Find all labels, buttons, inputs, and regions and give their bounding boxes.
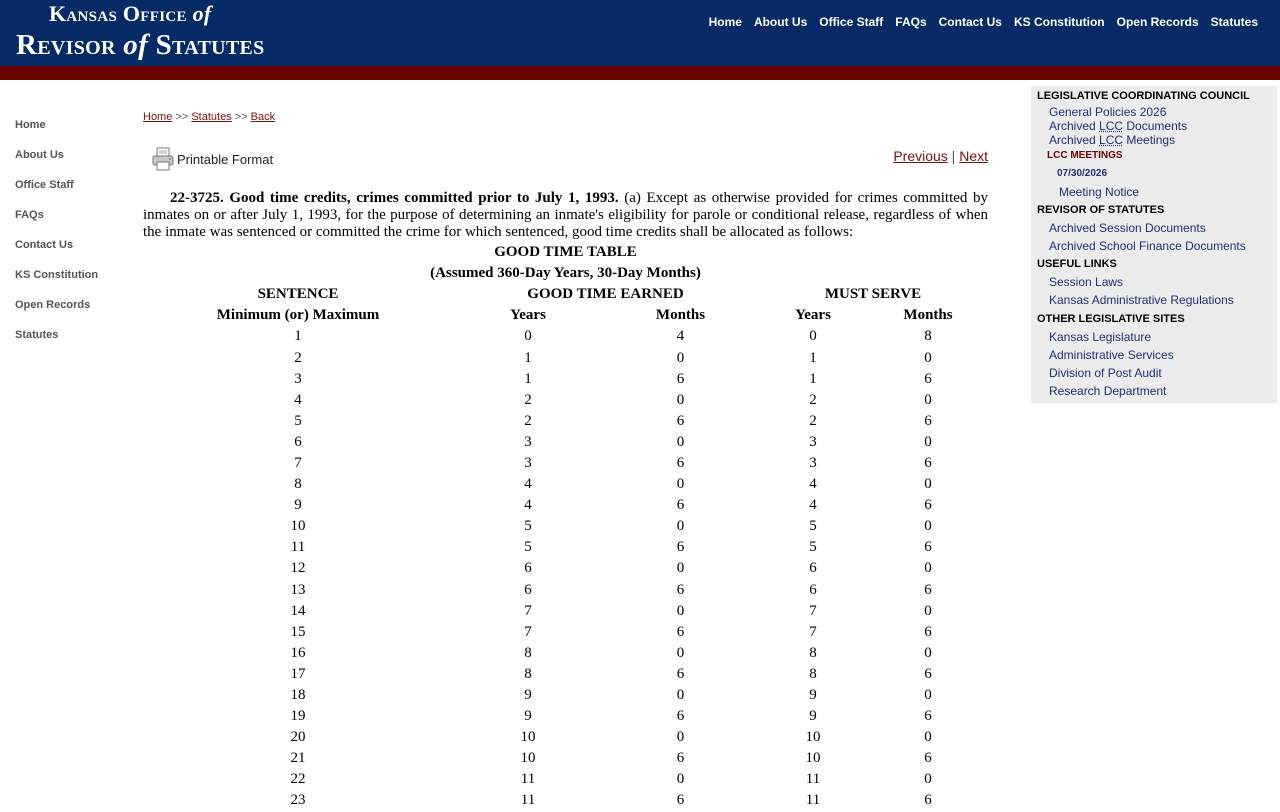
sidebar-heading-revisor: REVISOR OF STATUTES (1037, 204, 1165, 216)
table-cell: 14 (290, 602, 306, 619)
sidebar-link-archived-lcc-documents[interactable]: Archived LCC Documents (1049, 119, 1188, 133)
pager (893, 148, 988, 164)
table-cell: 10 (805, 750, 821, 767)
printable-format-label: Printable Format (177, 151, 274, 167)
table-cell: 0 (924, 729, 932, 746)
table-cell: 17 (290, 665, 306, 682)
table-row (143, 790, 988, 811)
table-cell: 0 (524, 328, 532, 345)
table-cell: 8 (809, 665, 817, 682)
table-cell: 4 (294, 391, 302, 408)
sidebar-link-session-laws[interactable]: Session Laws (1049, 275, 1124, 289)
table-cell: 11 (290, 539, 306, 556)
table-cell: 13 (290, 581, 306, 598)
table-cell: 5 (524, 518, 532, 535)
table-cell: 0 (676, 433, 685, 450)
sidebar-meeting-date: 07/30/2026 (1057, 168, 1108, 179)
table-cell: 2 (294, 349, 302, 366)
table-row (143, 516, 988, 537)
table-cell: 11 (520, 771, 536, 788)
table-cell: 6 (676, 497, 685, 514)
table-cell: 10 (520, 750, 536, 767)
table-cell: 3 (294, 370, 302, 387)
good-time-table (143, 242, 988, 812)
table-cell: 0 (924, 644, 932, 661)
left-nav-about-us[interactable]: About Us (15, 149, 64, 161)
table-cell: 0 (676, 476, 685, 493)
table-cell: 6 (524, 560, 532, 577)
table-cell: 0 (676, 560, 685, 577)
sidebar-link-administrative-services[interactable]: Administrative Services (1049, 348, 1174, 362)
printable-format-link[interactable] (151, 147, 273, 171)
table-cell: 7 (809, 623, 817, 640)
sidebar-link-kansas-administrative-regulations[interactable]: Kansas Administrative Regulations (1049, 293, 1234, 307)
table-cell: 10 (520, 729, 536, 746)
breadcrumb-statutes[interactable]: Statutes (191, 111, 232, 123)
table-cell: 9 (524, 687, 532, 704)
table-cell: 6 (924, 581, 932, 598)
table-cell: 9 (524, 708, 532, 725)
table-cell: 6 (924, 539, 932, 556)
table-row (143, 558, 988, 579)
table-cell: 6 (676, 370, 685, 387)
top-nav-open-records[interactable]: Open Records (1116, 15, 1199, 29)
table-cell: 6 (524, 581, 532, 598)
sidebar-link-division-of-post-audit[interactable]: Division of Post Audit (1049, 366, 1162, 380)
table-cell: 1 (524, 370, 532, 387)
table-cell: 1 (809, 370, 817, 387)
table-cell: 6 (676, 708, 685, 725)
table-cell: 7 (294, 454, 302, 471)
table-cell: 3 (524, 454, 532, 471)
top-nav-office-staff[interactable]: Office Staff (819, 15, 884, 29)
table-cell: 6 (924, 497, 932, 514)
table-cell: 0 (924, 771, 932, 788)
table-row (143, 390, 988, 411)
sidebar-link-general-policies[interactable]: General Policies 2026 (1049, 105, 1167, 119)
table-row (143, 727, 988, 748)
table-row (143, 580, 988, 601)
left-nav-office-staff[interactable]: Office Staff (15, 179, 74, 191)
table-cell: 1 (294, 328, 302, 345)
sidebar-link-meeting-notice[interactable]: Meeting Notice (1059, 185, 1140, 199)
sidebar-link-research-department[interactable]: Research Department (1049, 384, 1167, 398)
statute-heading: 22-3725. Good time credits, crimes committed prior to July 1, 1993. (170, 190, 619, 206)
table-cell: 0 (924, 602, 932, 619)
table-cell: 6 (676, 581, 685, 598)
table-cell: 16 (290, 644, 306, 661)
table-cell: 22 (290, 771, 306, 788)
table-cell: 5 (524, 539, 532, 556)
table-row (143, 369, 988, 390)
table-cell: 3 (524, 433, 532, 450)
table-cell: 20 (290, 729, 306, 746)
main-content (143, 111, 988, 809)
table-cell: 0 (676, 518, 685, 535)
table-cell: 6 (924, 370, 932, 387)
table-cell: 10 (805, 729, 821, 746)
table-cell: 4 (524, 476, 532, 493)
table-cell: 6 (924, 750, 932, 767)
site-title-line2: Revisor of Statutes (16, 29, 265, 61)
sidebar-link-archived-school-finance-documents[interactable]: Archived School Finance Documents (1049, 239, 1246, 253)
table-subtitle: (Assumed 360-Day Years, 30-Day Months) (430, 265, 701, 282)
table-cell: 9 (809, 708, 817, 725)
table-cell: 0 (676, 644, 685, 661)
top-nav-home[interactable]: Home (708, 15, 742, 29)
table-cell: 9 (809, 687, 817, 704)
table-cell: 4 (524, 497, 532, 514)
table-row (143, 453, 988, 474)
table-cell: 2 (524, 391, 532, 408)
table-cell: 0 (924, 433, 932, 450)
pager-divider: | (951, 148, 956, 164)
table-cell: 6 (809, 581, 817, 598)
top-nav (697, 15, 1258, 29)
site-title-line1: Kansas Office of (49, 1, 212, 26)
table-title: GOOD TIME TABLE (494, 244, 637, 261)
column-header: Years (510, 307, 546, 324)
group-header-must-serve: MUST SERVE (824, 286, 922, 303)
column-header: Months (903, 307, 953, 324)
table-row (143, 411, 988, 432)
table-row (143, 685, 988, 706)
table-cell: 7 (524, 623, 532, 640)
table-row (143, 769, 988, 790)
table-cell: 6 (676, 792, 685, 809)
table-row (143, 432, 988, 453)
table-cell: 6 (676, 412, 685, 429)
table-cell: 2 (809, 391, 817, 408)
table-cell: 6 (676, 750, 685, 767)
top-nav-faqs[interactable]: FAQs (895, 15, 927, 29)
table-cell: 15 (290, 623, 306, 640)
breadcrumb-home[interactable]: Home (143, 111, 173, 123)
table-cell: 0 (676, 391, 685, 408)
table-cell: 11 (520, 792, 536, 809)
group-header-sentence: SENTENCE (257, 286, 339, 303)
table-cell: 11 (805, 771, 821, 788)
site-header (0, 0, 1280, 66)
table-row (143, 622, 988, 643)
table-cell: 6 (924, 708, 932, 725)
top-nav-contact-us[interactable]: Contact Us (938, 15, 1002, 29)
left-nav-home[interactable]: Home (15, 119, 46, 131)
column-header: Years (795, 307, 831, 324)
table-cell: 0 (676, 771, 685, 788)
table-cell: 6 (924, 454, 932, 471)
table-cell: 6 (676, 539, 685, 556)
sidebar-link-archived-lcc-meetings[interactable]: Archived LCC Meetings (1049, 133, 1176, 147)
table-cell: 18 (290, 687, 306, 704)
left-nav (15, 118, 125, 358)
table-cell: 6 (924, 623, 932, 640)
table-cell: 6 (294, 433, 302, 450)
table-cell: 2 (524, 412, 532, 429)
statute-body: (a) Except as otherwise provided for crimes committed by inmates on or after July 1, 1993, for the purpose of determining an inmate's eligibility for parole or conditional release, regardless of when the inmate was sentenced or committed the crime for which sentenced, good time credits shall be allocated as follows: (143, 190, 988, 240)
top-nav-about-us[interactable]: About Us (753, 15, 808, 29)
table-cell: 9 (294, 497, 302, 514)
table-cell: 0 (924, 518, 932, 535)
table-cell: 8 (524, 665, 532, 682)
table-cell: 1 (809, 349, 817, 366)
printer-icon (151, 147, 175, 171)
sidebar-lcc-meetings-label: LCC MEETINGS (1047, 150, 1123, 161)
table-cell: 6 (924, 412, 932, 429)
table-cell: 6 (924, 665, 932, 682)
table-row (143, 495, 988, 516)
table-cell: 21 (290, 750, 306, 767)
table-row (143, 643, 988, 664)
table-cell: 0 (676, 349, 685, 366)
statute-toolbar (143, 147, 988, 175)
breadcrumb-separator: >> (234, 111, 248, 123)
table-cell: 2 (809, 412, 817, 429)
table-row (143, 601, 988, 622)
table-cell: 4 (809, 476, 817, 493)
table-cell: 0 (924, 391, 932, 408)
table-cell: 6 (809, 560, 817, 577)
left-nav-contact-us[interactable]: Contact Us (15, 239, 74, 251)
left-nav-ks-constitution[interactable]: KS Constitution (15, 269, 99, 281)
table-cell: 8 (524, 644, 532, 661)
table-cell: 10 (290, 518, 306, 535)
table-row (143, 706, 988, 727)
next-link[interactable]: Next (959, 148, 988, 164)
sidebar-link-kansas-legislature[interactable]: Kansas Legislature (1049, 330, 1152, 344)
sidebar-heading-other-sites: OTHER LEGISLATIVE SITES (1037, 313, 1185, 325)
table-cell: 4 (676, 328, 685, 345)
table-cell: 0 (924, 687, 932, 704)
table-row (143, 748, 988, 769)
top-nav-ks-constitution[interactable]: KS Constitution (1013, 15, 1105, 29)
table-cell: 0 (924, 560, 932, 577)
breadcrumb-back[interactable]: Back (250, 111, 276, 123)
table-cell: 4 (809, 497, 817, 514)
table-row (143, 664, 988, 685)
header-stripe (0, 66, 1280, 80)
table-row (143, 537, 988, 558)
table-cell: 6 (676, 665, 685, 682)
table-cell: 0 (809, 328, 817, 345)
table-cell: 0 (924, 349, 932, 366)
statute-text (143, 190, 988, 241)
table-row (143, 474, 988, 495)
table-cell: 8 (924, 328, 932, 345)
column-header: Minimum (or) Maximum (216, 307, 380, 324)
table-cell: 1 (524, 349, 532, 366)
table-cell: 0 (676, 687, 685, 704)
table-cell: 5 (809, 539, 817, 556)
previous-link[interactable]: Previous (893, 148, 948, 164)
table-cell: 3 (809, 454, 817, 471)
table-cell: 11 (805, 792, 821, 809)
table-cell: 7 (524, 602, 532, 619)
table-cell: 6 (676, 454, 685, 471)
left-nav-statutes[interactable]: Statutes (15, 329, 59, 341)
left-nav-open-records[interactable]: Open Records (15, 299, 91, 311)
sidebar-heading-useful-links: USEFUL LINKS (1037, 258, 1117, 270)
table-cell: 8 (809, 644, 817, 661)
column-header: Months (655, 307, 706, 324)
table-cell: 0 (676, 602, 685, 619)
table-cell: 12 (290, 560, 306, 577)
breadcrumb (143, 111, 988, 123)
table-cell: 5 (294, 412, 302, 429)
group-header-good-time-earned: GOOD TIME EARNED (527, 286, 684, 303)
left-nav-faqs[interactable]: FAQs (15, 209, 44, 221)
table-cell: 6 (676, 623, 685, 640)
table-cell: 0 (924, 476, 932, 493)
table-cell: 8 (294, 476, 302, 493)
table-cell: 3 (809, 433, 817, 450)
table-cell: 7 (809, 602, 817, 619)
table-row (143, 347, 988, 368)
breadcrumb-separator: >> (175, 111, 189, 123)
table-cell: 0 (676, 729, 685, 746)
table-row (143, 326, 988, 347)
table-cell: 6 (924, 792, 932, 809)
table-cell: 19 (290, 708, 306, 725)
right-sidebar (1031, 86, 1277, 403)
top-nav-statutes[interactable]: Statutes (1210, 15, 1258, 29)
table-cell: 23 (290, 792, 306, 809)
sidebar-heading-lcc: LEGISLATIVE COORDINATING COUNCIL (1037, 90, 1250, 102)
sidebar-link-archived-session-documents[interactable]: Archived Session Documents (1049, 221, 1206, 235)
table-cell: 5 (809, 518, 817, 535)
